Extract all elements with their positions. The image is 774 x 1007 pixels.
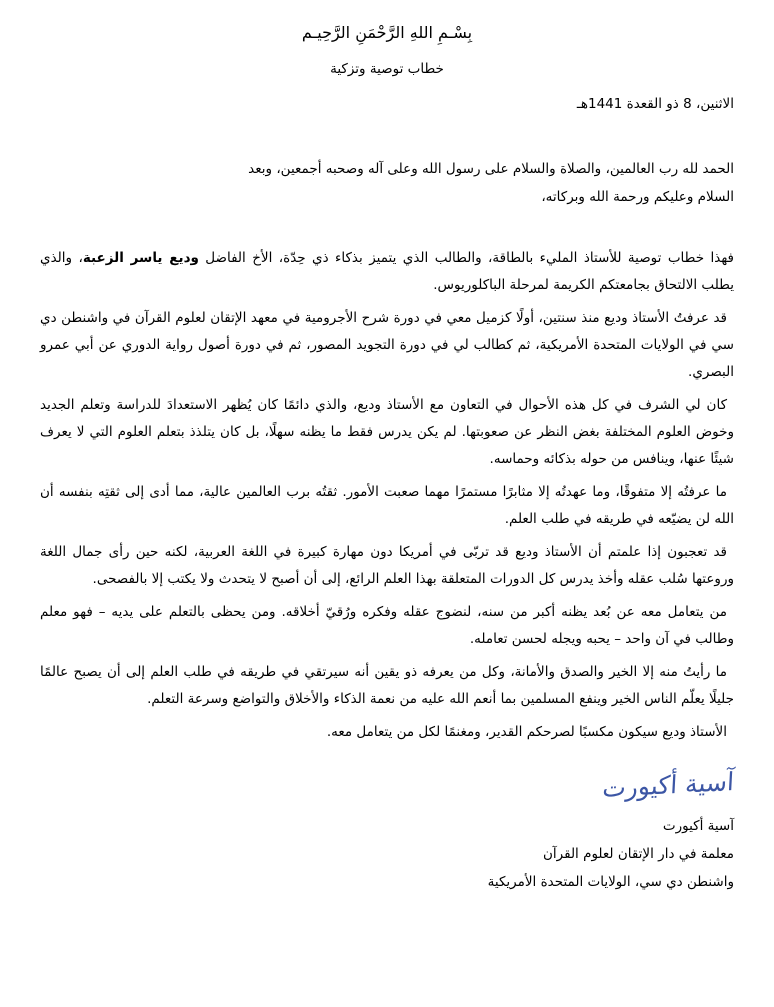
closing-paragraph: الأستاذ وديع سيكون مكسبًا لصرحكم القدير، ومغنمًا لكل من يتعامل معه.	[326, 724, 727, 740]
hamdala-line: الحمد لله رب العالمين، والصلاة والسلام على رسول الله وعلى آله وصحبه أجمعين، وبعد	[248, 161, 734, 177]
body-paragraph-maturity: من يتعامل معه عن بُعد يظنه أكبر من سنه، لنضوج عقله وفكره ورُقيّ أخلاقه. ومن يحظى بالتعلم على يديه – فهو معلم وطالب في آن واحد – يحبه ويجله لحسن تعامله.	[40, 604, 734, 647]
student-name: وديع ياسر الزعبة	[82, 250, 199, 266]
handwritten-signature: آسية أكيورت	[601, 766, 735, 803]
bismillah-calligraphy: بِسْـمِ اللهِ الرَّحْمَنِ الرَّحِيـم	[301, 23, 473, 42]
signer-name: آسية أكيورت	[662, 818, 734, 834]
signer-location: واشنطن دي سي، الولايات المتحدة الأمريكية	[487, 874, 734, 890]
signer-role: معلمة في دار الإتقان لعلوم القرآن	[543, 846, 734, 862]
body-paragraph-character: ما رأيتُ منه إلا الخير والصدق والأمانة، وكل من يعرفه ذو يقين أنه سيرتقي في طريقه في طلب العلم إلى أن يصبح عالمًا جليلًا يعلّم الناس الخير وينفع المسلمين بما أنعم الله عليه من نعمة الذكاء والأخلاق والتواضع وسرعة التعلم.	[40, 664, 734, 707]
intro-text-after: ، والذي يطلب الالتحاق بجامعتكم الكريمة لمرحلة الباكلوريوس.	[40, 250, 734, 293]
body-paragraph-how-known: قد عرفتُ الأستاذ وديع منذ سنتين، أولًا كزميل معي في دورة شرح الأجرومية في معهد الإتقان لعلوم القرآن في واشنطن دي سي في الولايات المتحدة الأمريكية، ثم كطالب لي في دورة التجويد المصور، ثم في دورة أصول رواية الدوري عن أبي عمرو البصري.	[40, 310, 734, 380]
body-paragraph-arabic-language: قد تعجبون إذا علمتم أن الأستاذ وديع قد تربّى في أمريكا دون مهارة كبيرة في اللغة العربية، لكنه حين رأى جمال اللغة وروعتها سُلب عقله وأخذ يدرس كل الدورات المتعلقة بهذا العلم الرائع، إلى أن أصبح لا يتحدث ولا يكتب إلا بالفصحى.	[40, 544, 734, 587]
salam-line: السلام وعليكم ورحمة الله وبركاته،	[541, 188, 734, 205]
letter-date: الاثنين، 8 ذو القعدة 1441هـ	[576, 96, 734, 112]
body-paragraph-cooperation: كان لي الشرف في كل هذه الأحوال في التعاون مع الأستاذ وديع، والذي دائمًا كان يُظهر الاستعدادَ للدراسة وتعلم الجديد وخوض العلوم المختلفة بغض النظر عن صعوبتها. لم يكن يدرس فقط ما يظنه سهلًا، بل كان يتلذذ بتعلم العلوم التي لا يعرف شيئًا عنها، وينافس من حوله بذكائه وحماسه.	[40, 397, 734, 467]
signature-block	[40, 812, 734, 896]
intro-text-before: فهذا خطاب توصية للأستاذ المليء بالطاقة، والطالب الذي يتميز بذكاء ذي حِدّة، الأخ الفاضل	[198, 250, 734, 266]
letter-title: خطاب توصية وتزكية	[330, 61, 444, 77]
body-paragraph-perseverance: ما عرفتُه إلا متفوقًا، وما عهدتُه إلا مثابرًا مستمرًا مهما صعبت الأمور. ثقتُه برب العالمين عالية، مما أدى إلى ثقتِه بنفسه أن الله لن يضيّعه في طريقه في طلب العلم.	[40, 484, 734, 527]
intro-paragraph	[40, 245, 734, 299]
